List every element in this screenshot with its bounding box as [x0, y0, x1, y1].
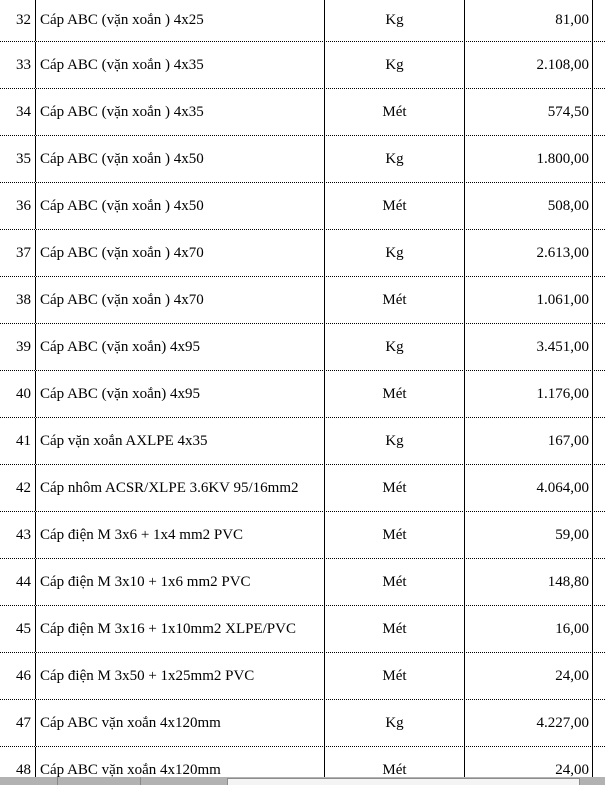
- table-row: [0, 183, 605, 230]
- table-row: [0, 653, 605, 700]
- cell-margin-filler: [593, 653, 605, 699]
- cell-description[interactable]: Cáp điện M 3x16 + 1x10mm2 XLPE/PVC: [36, 606, 325, 652]
- cell-unit[interactable]: Kg: [325, 136, 465, 182]
- cell-row-number[interactable]: 46: [0, 653, 36, 699]
- cell-quantity[interactable]: 508,00: [465, 183, 593, 229]
- cell-unit[interactable]: Kg: [325, 42, 465, 88]
- cell-row-number[interactable]: 35: [0, 136, 36, 182]
- cell-margin-filler: [593, 230, 605, 276]
- table-row: [0, 0, 605, 42]
- cell-unit[interactable]: Kg: [325, 324, 465, 370]
- cell-description[interactable]: Cáp ABC vặn xoắn 4x120mm: [36, 700, 325, 746]
- cell-row-number[interactable]: 43: [0, 512, 36, 558]
- table-row: [0, 418, 605, 465]
- cell-margin-filler: [593, 418, 605, 464]
- cell-unit[interactable]: Mét: [325, 465, 465, 511]
- cell-quantity[interactable]: 81,00: [465, 0, 593, 41]
- cell-row-number[interactable]: 32: [0, 0, 36, 41]
- cell-unit[interactable]: Mét: [325, 606, 465, 652]
- cell-row-number[interactable]: 41: [0, 418, 36, 464]
- cell-description[interactable]: Cáp ABC (vặn xoắn ) 4x25: [36, 0, 325, 41]
- cell-unit[interactable]: Kg: [325, 700, 465, 746]
- table-row: [0, 465, 605, 512]
- table-row: [0, 42, 605, 89]
- cell-unit[interactable]: Mét: [325, 277, 465, 323]
- cell-description[interactable]: Cáp điện M 3x6 + 1x4 mm2 PVC: [36, 512, 325, 558]
- cell-description[interactable]: Cáp ABC (vặn xoắn ) 4x50: [36, 183, 325, 229]
- cell-description[interactable]: Cáp vặn xoắn AXLPE 4x35: [36, 418, 325, 464]
- cell-margin-filler: [593, 559, 605, 605]
- cell-quantity[interactable]: 16,00: [465, 606, 593, 652]
- cell-quantity[interactable]: 148,80: [465, 559, 593, 605]
- cell-margin-filler: [593, 277, 605, 323]
- cell-quantity[interactable]: 1.176,00: [465, 371, 593, 417]
- sheet-tab-divider: [57, 777, 58, 785]
- cell-description[interactable]: Cáp ABC (vặn xoắn ) 4x70: [36, 230, 325, 276]
- cell-quantity[interactable]: 4.227,00: [465, 700, 593, 746]
- cell-row-number[interactable]: 33: [0, 42, 36, 88]
- cell-row-number[interactable]: 48: [0, 747, 36, 785]
- cell-margin-filler: [593, 465, 605, 511]
- cell-quantity[interactable]: 1.061,00: [465, 277, 593, 323]
- cell-description[interactable]: Cáp nhôm ACSR/XLPE 3.6KV 95/16mm2: [36, 465, 325, 511]
- cell-unit[interactable]: Kg: [325, 0, 465, 41]
- cell-description[interactable]: Cáp ABC (vặn xoắn ) 4x35: [36, 42, 325, 88]
- cell-row-number[interactable]: 37: [0, 230, 36, 276]
- cell-quantity[interactable]: 574,50: [465, 89, 593, 135]
- cell-row-number[interactable]: 36: [0, 183, 36, 229]
- cell-quantity[interactable]: 2.613,00: [465, 230, 593, 276]
- table-row: [0, 371, 605, 418]
- cell-row-number[interactable]: 47: [0, 700, 36, 746]
- cell-description[interactable]: Cáp ABC (vặn xoắn) 4x95: [36, 324, 325, 370]
- cell-margin-filler: [593, 512, 605, 558]
- cell-unit[interactable]: Mét: [325, 559, 465, 605]
- cell-margin-filler: [593, 700, 605, 746]
- cell-margin-filler: [593, 324, 605, 370]
- cell-margin-filler: [593, 183, 605, 229]
- cell-margin-filler: [593, 371, 605, 417]
- cell-unit[interactable]: Mét: [325, 747, 465, 785]
- cell-row-number[interactable]: 34: [0, 89, 36, 135]
- cell-description[interactable]: Cáp ABC (vặn xoắn ) 4x35: [36, 89, 325, 135]
- cell-unit[interactable]: Mét: [325, 183, 465, 229]
- cell-description[interactable]: Cáp ABC vặn xoắn 4x120mm: [36, 747, 325, 785]
- cell-margin-filler: [593, 136, 605, 182]
- cell-description[interactable]: Cáp ABC (vặn xoắn) 4x95: [36, 371, 325, 417]
- cell-quantity[interactable]: 4.064,00: [465, 465, 593, 511]
- cell-quantity[interactable]: 24,00: [465, 653, 593, 699]
- table-row: [0, 230, 605, 277]
- cell-quantity[interactable]: 1.800,00: [465, 136, 593, 182]
- cell-unit[interactable]: Mét: [325, 89, 465, 135]
- cell-row-number[interactable]: 45: [0, 606, 36, 652]
- cell-description[interactable]: Cáp điện M 3x50 + 1x25mm2 PVC: [36, 653, 325, 699]
- sheet-tab-divider: [140, 777, 141, 785]
- cell-row-number[interactable]: 38: [0, 277, 36, 323]
- cell-margin-filler: [593, 0, 605, 41]
- active-sheet-tab[interactable]: [227, 778, 580, 785]
- cell-row-number[interactable]: 40: [0, 371, 36, 417]
- table-row: [0, 277, 605, 324]
- cell-unit[interactable]: Mét: [325, 653, 465, 699]
- table-row: [0, 512, 605, 559]
- cell-quantity[interactable]: 24,00: [465, 747, 593, 785]
- cell-quantity[interactable]: 59,00: [465, 512, 593, 558]
- cell-margin-filler: [593, 89, 605, 135]
- table-row: [0, 136, 605, 183]
- cell-description[interactable]: Cáp điện M 3x10 + 1x6 mm2 PVC: [36, 559, 325, 605]
- cell-unit[interactable]: Mét: [325, 371, 465, 417]
- cell-quantity[interactable]: 167,00: [465, 418, 593, 464]
- cell-quantity[interactable]: 2.108,00: [465, 42, 593, 88]
- cell-row-number[interactable]: 42: [0, 465, 36, 511]
- cell-unit[interactable]: Kg: [325, 230, 465, 276]
- cell-quantity[interactable]: 3.451,00: [465, 324, 593, 370]
- cell-row-number[interactable]: 39: [0, 324, 36, 370]
- cell-description[interactable]: Cáp ABC (vặn xoắn ) 4x70: [36, 277, 325, 323]
- table-row: [0, 559, 605, 606]
- cell-row-number[interactable]: 44: [0, 559, 36, 605]
- table-row: [0, 89, 605, 136]
- table-row: [0, 324, 605, 371]
- cell-unit[interactable]: Kg: [325, 418, 465, 464]
- sheet-tab-strip[interactable]: [0, 777, 605, 785]
- table-row: [0, 606, 605, 653]
- cell-description[interactable]: Cáp ABC (vặn xoắn ) 4x50: [36, 136, 325, 182]
- table-row: [0, 700, 605, 747]
- cell-unit[interactable]: Mét: [325, 512, 465, 558]
- cell-margin-filler: [593, 42, 605, 88]
- cell-margin-filler: [593, 606, 605, 652]
